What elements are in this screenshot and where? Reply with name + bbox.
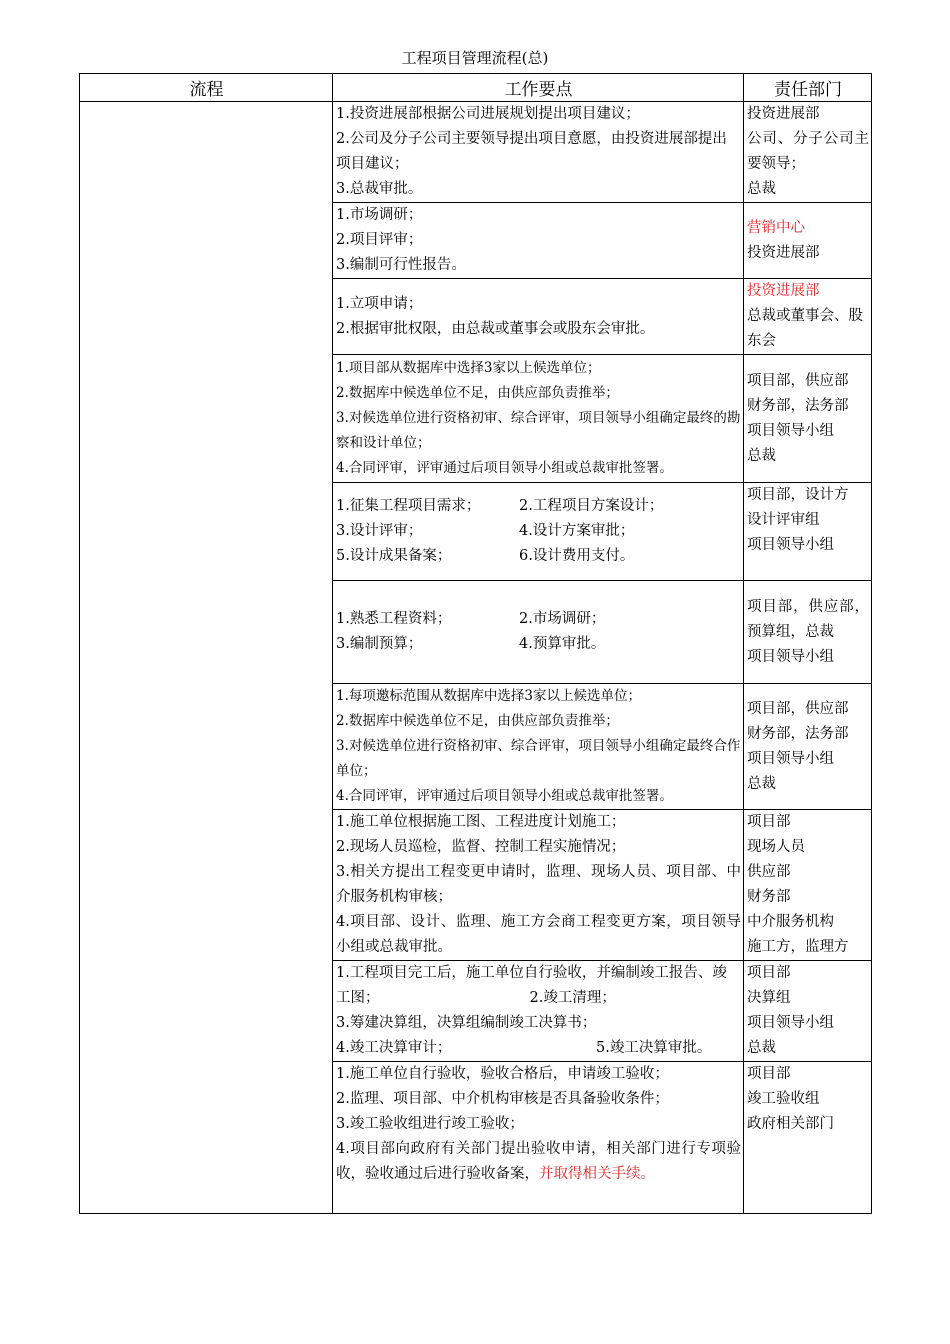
resp-line: 财务部，法务部 xyxy=(747,397,849,414)
task-line xyxy=(336,1137,741,1187)
task-cell xyxy=(333,1062,744,1214)
resp-cell xyxy=(744,279,872,355)
task-line xyxy=(336,961,741,1011)
task-item: 4.设计方案审批； xyxy=(519,523,635,539)
resp-line: 政府相关部门 xyxy=(747,1116,834,1132)
resp-line: 公司、分子公司主要领导； xyxy=(747,131,869,172)
task-item: 4.竣工决算审计； xyxy=(336,1040,452,1056)
resp-line-highlight: 投资进展部 xyxy=(747,283,820,299)
task-line: 1.每项邀标范围从数据库中选择3家以上候选单位； xyxy=(336,688,641,704)
task-line: 3.相关方提出工程变更申请时，监理、现场人员、项目部、中介服务机构审核； xyxy=(336,864,741,905)
task-item: 5.设计成果备案； xyxy=(336,548,452,564)
task-text: 2.竣工清理； xyxy=(529,990,616,1006)
resp-line: 项目领导小组 xyxy=(747,1015,834,1031)
header-resp: 责任部门 xyxy=(744,74,872,102)
resp-cell xyxy=(744,483,872,581)
task-item: 2.市场调研； xyxy=(519,611,606,627)
task-pair xyxy=(336,544,741,569)
resp-line: 项目部，供应部 xyxy=(747,700,849,717)
resp-line: 施工方，监理方 xyxy=(747,939,849,955)
resp-line-highlight: 营销中心 xyxy=(747,219,805,236)
header-tasks: 工作要点 xyxy=(333,74,744,102)
task-cell xyxy=(333,684,744,810)
resp-cell xyxy=(744,810,872,961)
task-pair xyxy=(336,519,741,544)
page-title: 工程项目管理流程(总) xyxy=(401,49,549,67)
resp-cell xyxy=(744,203,872,279)
task-line: 3.总裁审批。 xyxy=(336,181,423,197)
task-line: 3.对候选单位进行资格初审、综合评审，项目领导小组确定最终的勘察和设计单位； xyxy=(336,410,741,451)
task-item: 1.熟悉工程资料； xyxy=(336,611,452,627)
table-header-row xyxy=(80,74,872,102)
resp-cell xyxy=(744,581,872,684)
task-item: 2.工程项目方案设计； xyxy=(519,498,664,514)
resp-line: 项目部 xyxy=(747,1066,791,1082)
task-item: 5.竣工决算审批。 xyxy=(596,1040,712,1056)
resp-line: 设计评审组 xyxy=(747,512,820,528)
task-line: 2.根据审批权限，由总裁或董事会或股东会审批。 xyxy=(336,320,655,337)
task-text: 4.项目部向政府有关部门提出验收申请，相关部门进行专项验收，验收通过后进行验收备案， xyxy=(336,1141,741,1182)
task-cell xyxy=(333,961,744,1062)
task-line: 3.竣工验收组进行竣工验收； xyxy=(336,1116,524,1132)
resp-line: 项目领导小组 xyxy=(747,750,834,767)
task-item: 3.设计评审； xyxy=(336,523,423,539)
resp-cell xyxy=(744,102,872,203)
resp-line: 总裁或董事会、股东会 xyxy=(747,308,863,349)
task-text: 1.工程项目完工后，施工单位自行验收，并编制竣工报告、竣工图； xyxy=(336,965,727,1006)
resp-line: 总裁 xyxy=(747,775,776,792)
resp-line: 项目部，供应部 xyxy=(747,372,849,389)
resp-line: 供应部 xyxy=(747,864,791,880)
resp-cell xyxy=(744,1062,872,1214)
task-cell xyxy=(333,102,744,203)
resp-cell xyxy=(744,684,872,810)
task-pair xyxy=(336,632,741,657)
task-pair xyxy=(336,494,741,519)
task-line: 1.投资进展部根据公司进展规划提出项目建议； xyxy=(336,106,640,122)
task-line: 3.编制可行性报告。 xyxy=(336,257,466,273)
task-cell xyxy=(333,355,744,483)
resp-line: 总裁 xyxy=(747,1040,776,1056)
resp-line: 现场人员 xyxy=(747,839,805,855)
resp-line: 项目领导小组 xyxy=(747,648,834,665)
resp-line: 竣工验收组 xyxy=(747,1091,820,1107)
flow-column xyxy=(80,102,333,1214)
resp-line: 投资进展部 xyxy=(747,244,820,261)
task-line: 2.监理、项目部、中介机构审核是否具备验收条件； xyxy=(336,1091,669,1107)
task-text-highlight: 并取得相关手续。 xyxy=(539,1166,655,1182)
resp-line: 中介服务机构 xyxy=(747,914,834,930)
resp-line: 财务部，法务部 xyxy=(747,725,849,742)
task-line: 1.施工单位自行验收，验收合格后，申请竣工验收； xyxy=(336,1066,669,1082)
task-item: 1.征集工程项目需求； xyxy=(336,498,481,514)
task-pair xyxy=(336,607,741,632)
header-flow: 流程 xyxy=(80,74,333,102)
task-line: 1.项目部从数据库中选择3家以上候选单位； xyxy=(336,360,601,376)
task-line: 3.对候选单位进行资格初审、综合评审，项目领导小组确定最终合作单位； xyxy=(336,738,741,779)
task-line: 4.合同评审，评审通过后项目领导小组或总裁审批签署。 xyxy=(336,788,673,804)
task-line: 2.项目评审； xyxy=(336,232,423,248)
resp-line: 决算组 xyxy=(747,990,791,1006)
task-line: 2.数据库中候选单位不足，由供应部负责推举； xyxy=(336,385,619,401)
task-line: 3.筹建决算组，决算组编制竣工决算书； xyxy=(336,1015,597,1031)
resp-line: 项目领导小组 xyxy=(747,537,834,553)
task-line: 1.施工单位根据施工图、工程进度计划施工； xyxy=(336,814,626,830)
task-cell xyxy=(333,810,744,961)
resp-line: 总裁 xyxy=(747,447,776,464)
task-item: 3.编制预算； xyxy=(336,636,423,652)
task-line: 1.立项申请； xyxy=(336,295,423,312)
task-cell xyxy=(333,483,744,581)
process-table xyxy=(79,73,872,1214)
resp-line: 项目部 xyxy=(747,965,791,981)
task-cell xyxy=(333,581,744,684)
resp-cell xyxy=(744,355,872,483)
resp-line: 总裁 xyxy=(747,181,776,197)
resp-line: 项目部，设计方 xyxy=(747,487,849,503)
task-item: 4.预算审批。 xyxy=(519,636,606,652)
task-line: 2.现场人员巡检，监督、控制工程实施情况； xyxy=(336,839,626,855)
resp-line: 项目部 xyxy=(747,814,791,830)
task-cell xyxy=(333,203,744,279)
task-item: 6.设计费用支付。 xyxy=(519,548,635,564)
resp-line: 投资进展部 xyxy=(747,106,820,122)
task-line: 2.公司及分子公司主要领导提出项目意愿，由投资进展部提出项目建议； xyxy=(336,131,727,172)
task-line: 4.项目部、设计、监理、施工方会商工程变更方案，项目领导小组或总裁审批。 xyxy=(336,914,741,955)
task-line: 2.数据库中候选单位不足，由供应部负责推举； xyxy=(336,713,619,729)
table-row xyxy=(80,102,872,203)
task-line: 1.市场调研； xyxy=(336,207,423,223)
resp-cell xyxy=(744,961,872,1062)
task-pair xyxy=(336,1036,741,1061)
task-cell xyxy=(333,279,744,355)
resp-line: 项目领导小组 xyxy=(747,422,834,439)
task-line: 4.合同评审，评审通过后项目领导小组或总裁审批签署。 xyxy=(336,460,673,476)
resp-line: 项目部，供应部，预算组，总裁 xyxy=(747,598,869,640)
resp-line: 财务部 xyxy=(747,889,791,905)
